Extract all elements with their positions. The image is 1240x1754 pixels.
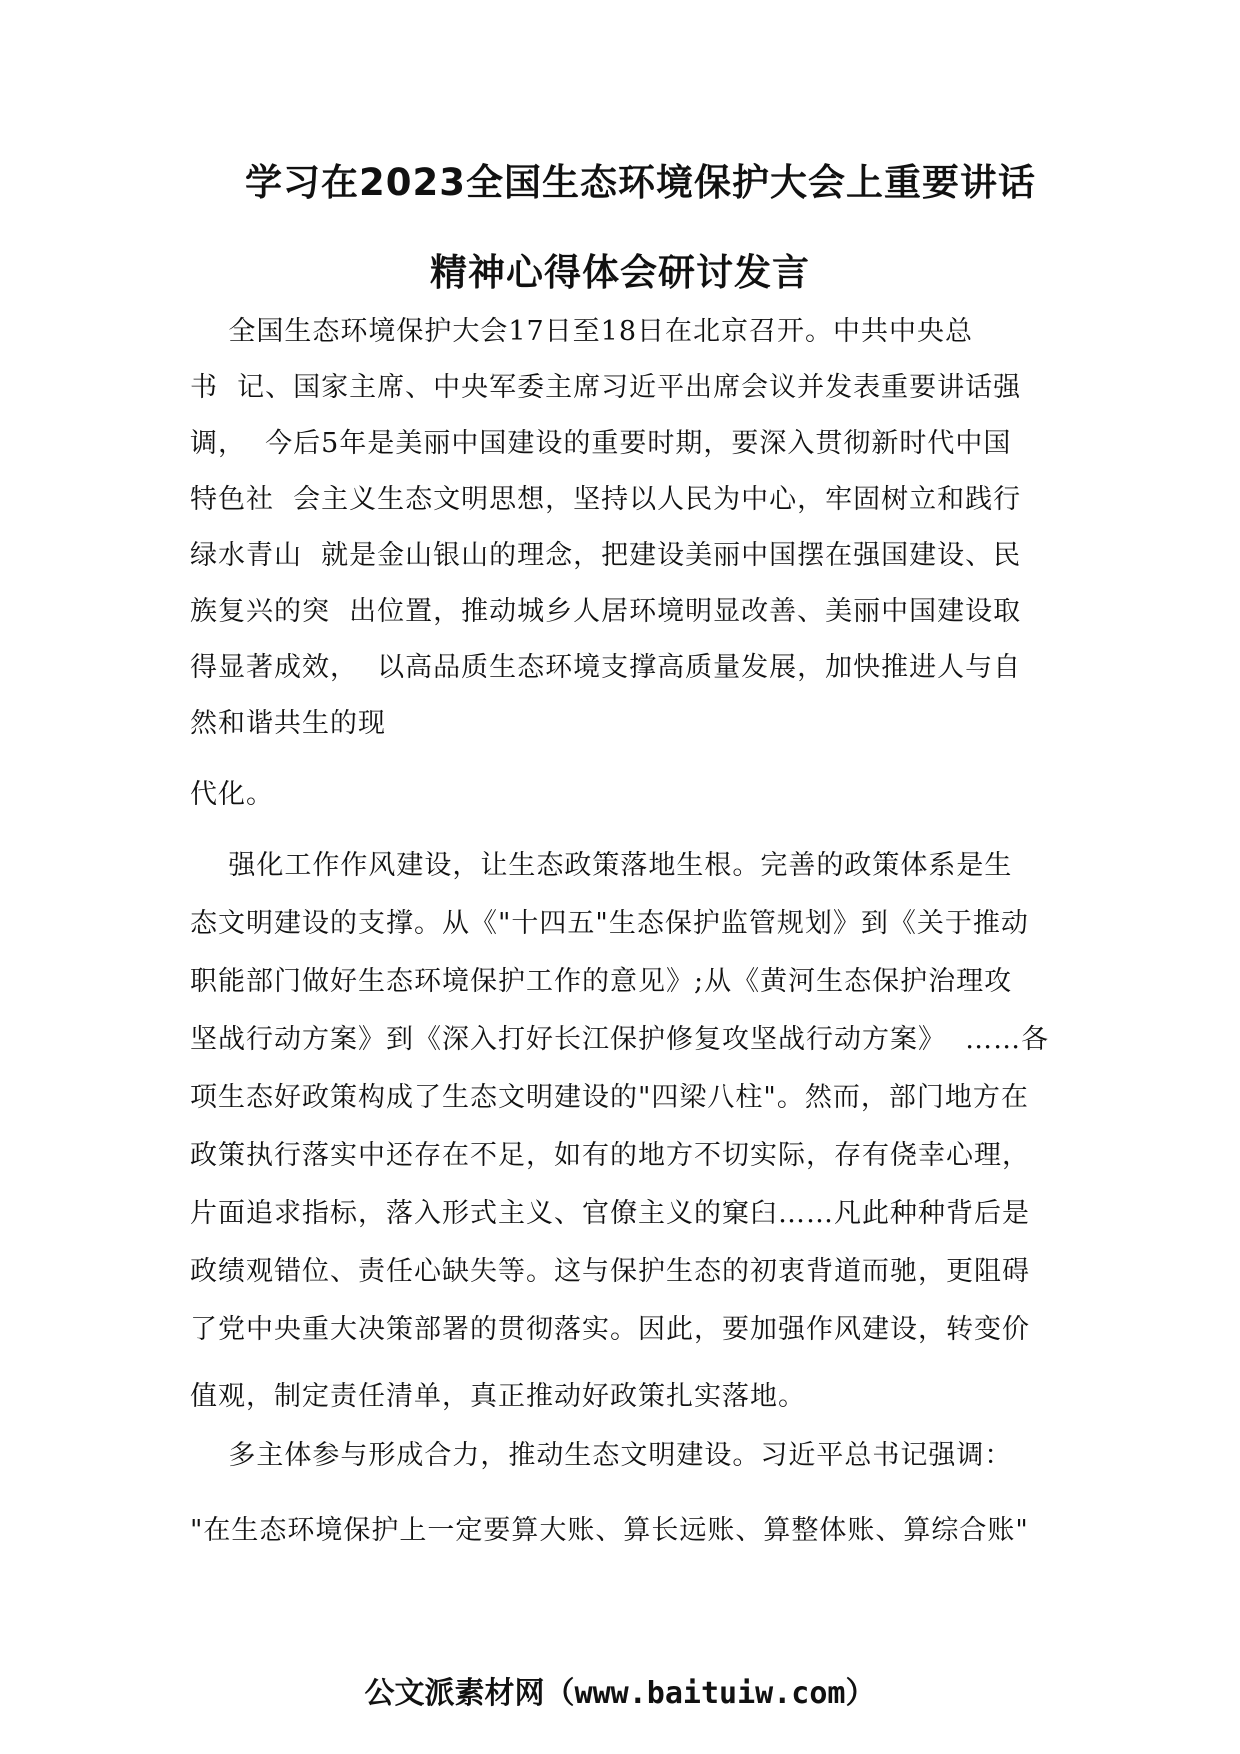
body-line: 代化。 (190, 779, 274, 810)
body-line: 态文明建设的支撑。从《"十四五"生态保护监管规划》到《关于推动 (190, 908, 1029, 939)
document-title-line-2: 精神心得体会研讨发言 (430, 251, 810, 294)
body-line: 职能部门做好生态环境保护工作的意见》;从《黄河生态保护治理攻 (190, 966, 1013, 997)
body-line: 项生态好政策构成了生态文明建设的"四梁八柱"。然而，部门地方在 (190, 1082, 1029, 1113)
body-line: 强化工作作风建设，让生态政策落地生根。完善的政策体系是生 (190, 850, 1013, 881)
body-line: 调， 今后5年是美丽中国建设的重要时期，要深入贯彻新时代中国 (190, 428, 1012, 459)
body-line: 绿水青山 就是金山银山的理念，把建设美丽中国摆在强国建设、民 (190, 540, 1022, 571)
body-line: 政策执行落实中还存在不足，如有的地方不切实际，存有侥幸心理， (190, 1140, 1030, 1171)
body-line: 值观，制定责任清单，真正推动好政策扎实落地。 (190, 1381, 806, 1412)
body-line: 全国生态环境保护大会17日至18日在北京召开。中共中央总 (190, 316, 974, 347)
body-line: 特色社 会主义生态文明思想，坚持以人民为中心，牢固树立和践行 (190, 484, 1022, 515)
body-line: 族复兴的突 出位置，推动城乡人居环境明显改善、美丽中国建设取 (190, 596, 1022, 627)
body-line: 片面追求指标，落入形式主义、官僚主义的窠臼……凡此种种背后是 (190, 1198, 1030, 1229)
body-line: 多主体参与形成合力，推动生态文明建设。习近平总书记强调： (190, 1440, 1013, 1471)
body-line: 了党中央重大决策部署的贯彻落实。因此，要加强作风建设，转变价 (190, 1314, 1030, 1345)
body-line: 书 记、国家主席、中央军委主席习近平出席会议并发表重要讲话强 (190, 372, 1022, 403)
body-line: "在生态环境保护上一定要算大账、算长远账、算整体账、算综合账" (190, 1515, 1029, 1546)
document-title-line-1: 学习在2023全国生态环境保护大会上重要讲话 (245, 161, 1036, 204)
footer-watermark: 公文派素材网（www.baituiw.com） (364, 1676, 876, 1711)
body-line: 得显著成效， 以高品质生态环境支撑高质量发展，加快推进人与自 (190, 652, 1022, 683)
body-line: 政绩观错位、责任心缺失等。这与保护生态的初衷背道而驰，更阻碍 (190, 1256, 1030, 1287)
body-line: 然和谐共生的现 (190, 708, 386, 739)
body-line: 坚战行动方案》到《深入打好长江保护修复攻坚战行动方案》 ……各 (190, 1024, 1050, 1055)
